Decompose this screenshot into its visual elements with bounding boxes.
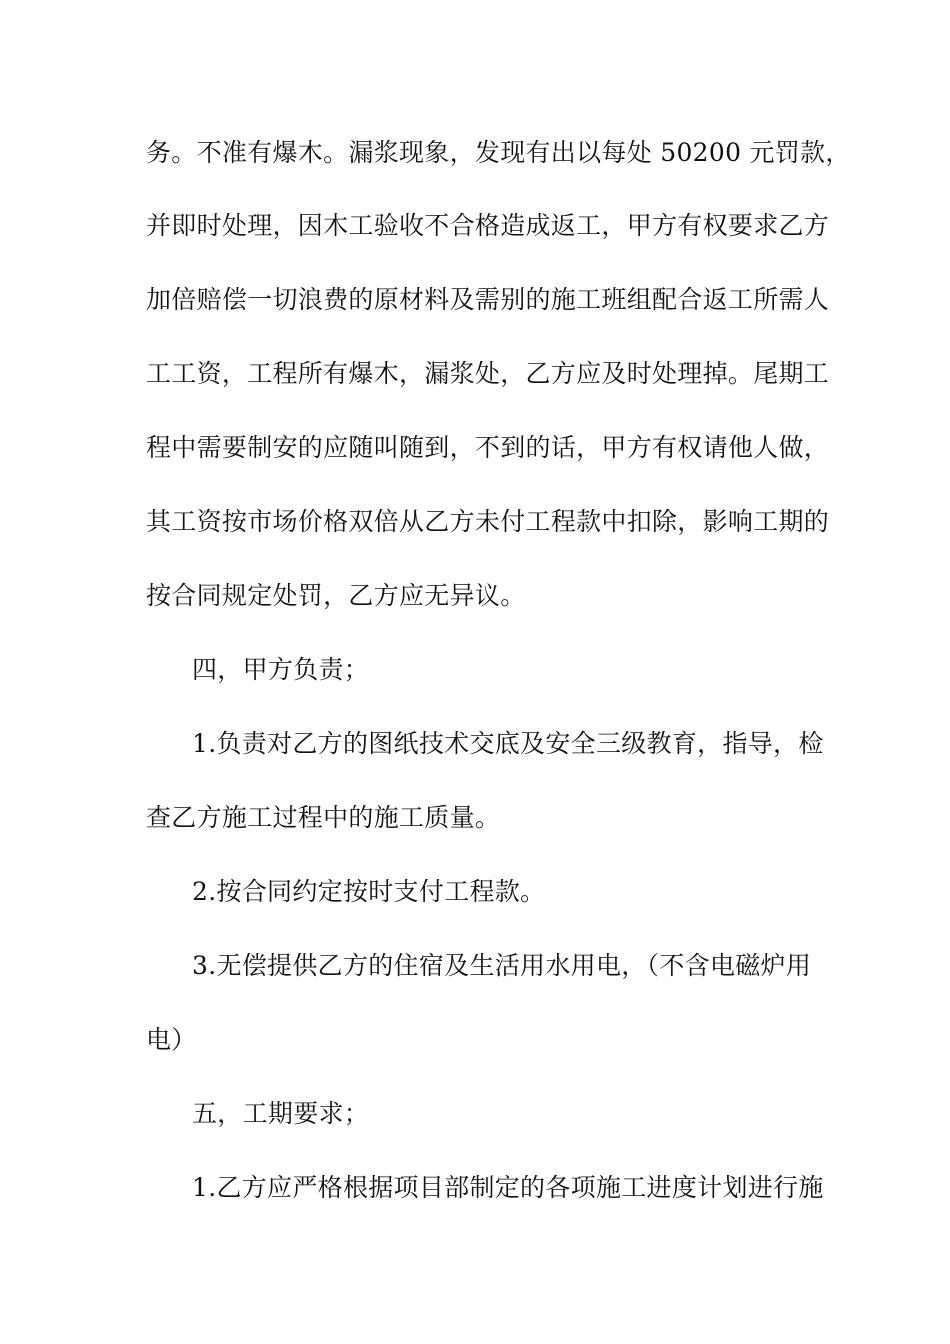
list-item: 1.负责对乙方的图纸技术交底及安全三级教育，指导，检 bbox=[192, 729, 824, 758]
list-item-continuation: 查乙方施工过程中的施工质量。 bbox=[146, 803, 501, 832]
list-item: 3.无偿提供乙方的住宿及生活用水用电，（不含电磁炉用 bbox=[192, 951, 812, 980]
paragraph-line: 务。不准有爆木。漏浆现象，发现有出以每处 50200 元罚款， bbox=[146, 138, 851, 167]
list-item-continuation: 电） bbox=[146, 1025, 197, 1054]
section-heading: 五，工期要求； bbox=[192, 1099, 370, 1128]
paragraph-line: 其工资按市场价格双倍从乙方未付工程款中扣除，影响工期的 bbox=[146, 507, 830, 536]
list-item: 1.乙方应严格根据项目部制定的各项施工进度计划进行施 bbox=[192, 1173, 824, 1202]
paragraph-line: 程中需要制安的应随叫随到，不到的话，甲方有权请他人做， bbox=[146, 433, 830, 462]
paragraph-line: 加倍赔偿一切浪费的原材料及需别的施工班组配合返工所需人 bbox=[146, 285, 830, 314]
paragraph-line: 并即时处理，因木工验收不合格造成返工，甲方有权要求乙方 bbox=[146, 211, 830, 240]
section-heading: 四，甲方负责； bbox=[192, 655, 370, 684]
paragraph-line: 工工资，工程所有爆木，漏浆处，乙方应及时处理掉。尾期工 bbox=[146, 359, 830, 388]
paragraph-line: 按合同规定处罚，乙方应无异议。 bbox=[146, 581, 526, 610]
list-item: 2.按合同约定按时支付工程款。 bbox=[192, 877, 546, 906]
